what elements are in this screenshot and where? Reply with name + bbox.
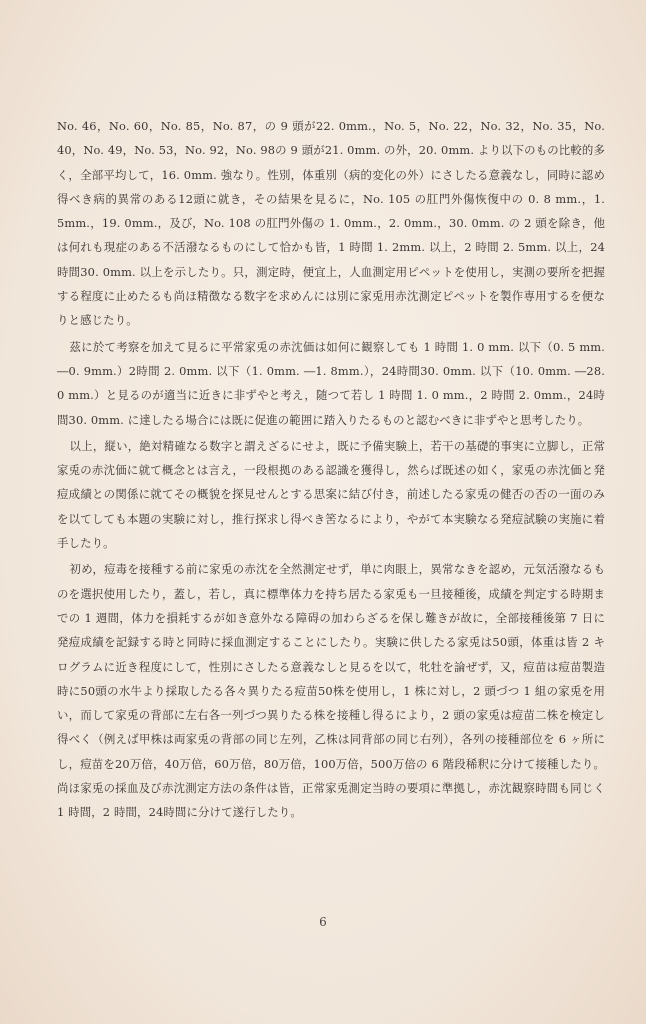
page-number: 6 [319, 915, 327, 929]
paragraph-4: 初め，痘毒を接種する前に家兎の赤沈を全然測定せず，単に肉眼上，異常なきを認め，元気活潑なるものを選択使用したり，蓋し，若し，真に標準体力を持ち居たる家兎も一旦接種後，成績を判定する時期までの 1 週間，体力を損耗するが如き意外なる障碍の加わらざるを保し難きが故に，全部接種後第 7 日に発痘成績を記録する時と同時に採血測定することにしたり。実験に供したる家兎は50頭，体重は皆 2 キログラムに近き程度にして，性別にさしたる意義なしと見るを以て，牝牡を論ぜず，又，痘苗は痘苗製造時に50頭の水牛より採取したる各々異りたる痘苗50株を使用し，1 株に対し，2 頭づつ 1 組の家兎を用い，而して家兎の背部に左右各一列づつ異りたる株を接種し得るにより，2 頭の家兎は痘苗二株を検定し得べく（例えば甲株は両家兎の背部の同じ左列，乙株は同背部の同じ右列），各列の接種部位を 6 ヶ所にし，痘苗を20万倍，40万倍，60万倍，80万倍，100万倍，500万倍の 6 階段稀釈に分けて接種したり。尚ほ家兎の採血及び赤沈測定方法の条件は皆，正常家兎測定当時の要項に準拠し，赤沈観察時間も同じく 1 時間，2 時間，24時間に分けて遂行したり。 [57, 562, 605, 820]
body-text [57, 114, 605, 827]
paragraph-1: No. 46，No. 60，No. 85，No. 87，の 9 頭が22. 0mm.，No. 5，No. 22，No. 32，No. 35，No. 40，No. 49，No. 53，No. 92，No. 98の 9 頭が21. 0mm. の外，20. 0mm. より以下のもの比較的多く，全部平均して，16. 0mm. 強なり。性別，体重別（病的変化の外）にさしたる意義なし，同時に認め得べき病的異常のある12頭に就き，その結果を見るに，No. 105 の肛門外傷恢復中の 0. 8 mm.，1. 5mm.，19. 0mm.，及び，No. 108 の肛門外傷の 1. 0mm.，2. 0mm.，30. 0mm. の 2 頭を除き，他は何れも現症のある不活潑なるものにして恰かも皆，1 時間 1. 2mm. 以上，2 時間 2. 5mm. 以上，24時間30. 0mm. 以上を示したり。只，測定時，便宜上，人血測定用ピペットを使用し，実測の要所を把握する程度に止めたるも尚ほ精徴なる数字を求めんには別に家兎用赤沈測定ピペットを製作専用するを便なりと感じたり。 [57, 119, 605, 328]
paragraph-3: 以上，縦い，絶対精確なる数字と謂えざるにせよ，既に予備実験上，若干の基礎的事実に立脚し，正常家兎の赤沈価に就て概念とは言え，一段根拠のある認識を獲得し，然らば既述の如く，家兎の赤沈価と発痘成績との関係に就てその概貌を探見せんとする思案に結び付き，前述したる家兎の健否の否の一面のみを以てしても本題の実験に対し，推行探求し得べき筈なるにより，やがて本実験なる発痘試験の実施に着手したり。 [57, 438, 605, 551]
paragraph-2: 茲に於て考察を加えて見るに平常家兎の赤沈価は如何に観察しても 1 時間 1. 0 mm. 以下（0. 5 mm. ―0. 9mm.）2時間 2. 0mm. 以下（1. 0mm. ―1. 8mm.），24時間30. 0mm. 以下（10. 0mm. ―28. 0 mm.）と見るのが適当に近きに非ずやと考え，随つて若し 1 時間 1. 0 mm.，2 時間 2. 0mm.，24時間30. 0mm. に達したる場合には既に促進の範囲に踏入りたるものと認むべきに非ずやと思考したり。 [57, 339, 605, 427]
